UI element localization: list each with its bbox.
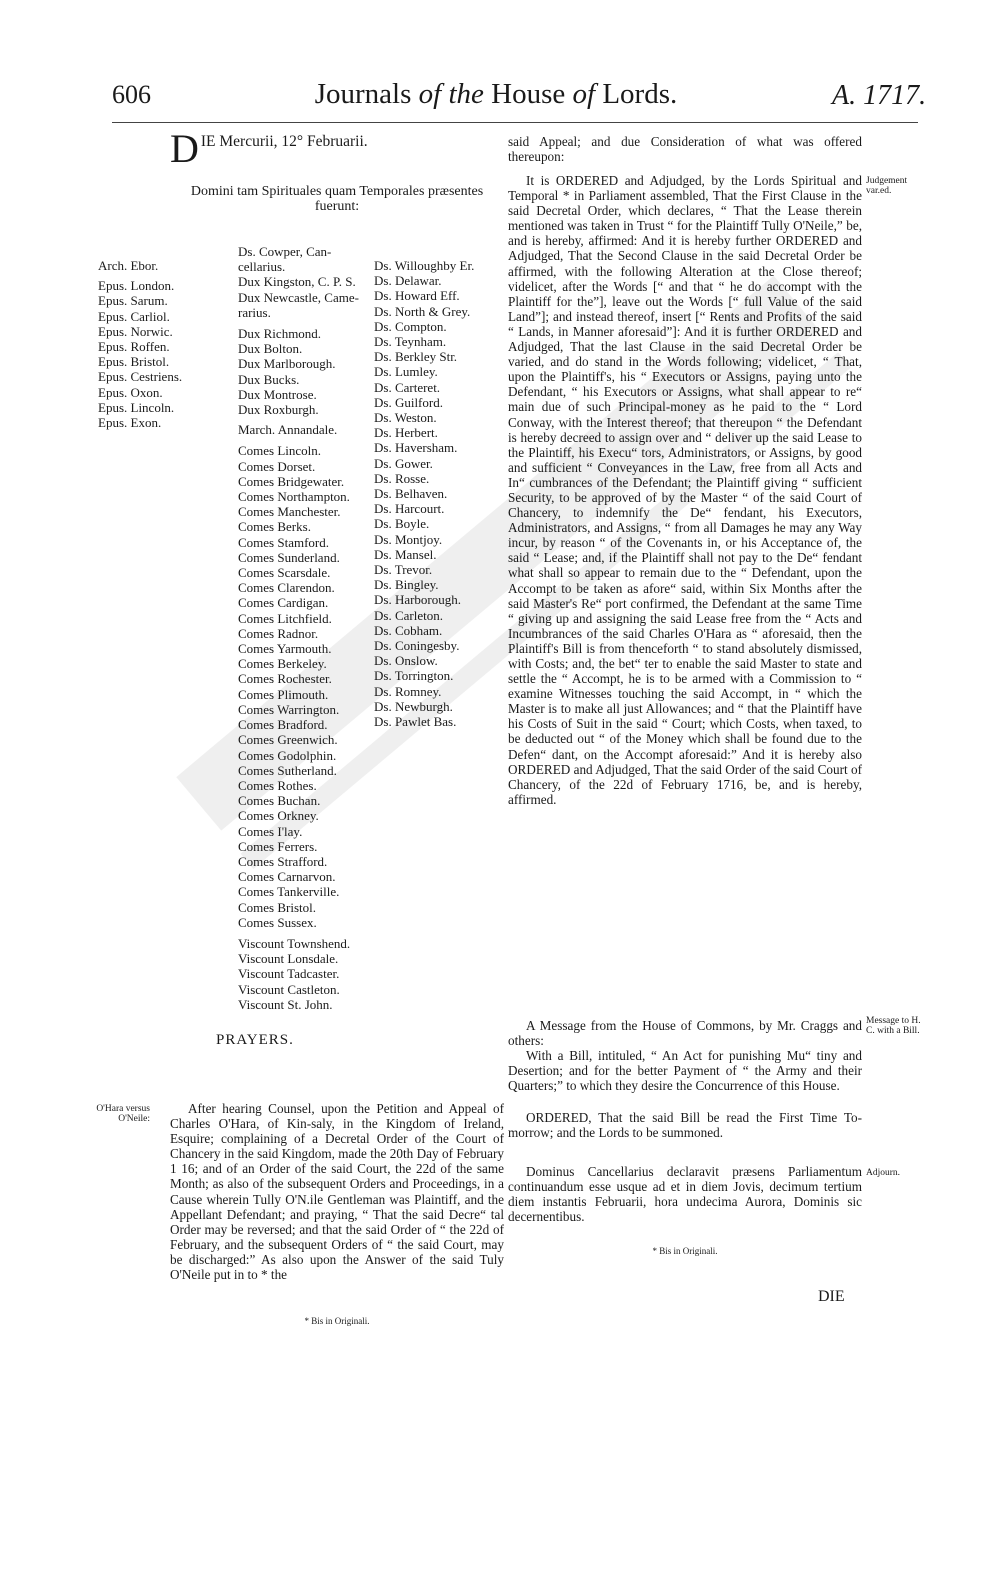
duke-entry: Dux Bucks. [238, 371, 300, 387]
earl-entry: Comes Buchan. [238, 793, 321, 809]
baron-entry: Ds. Berkley Str. [374, 349, 458, 365]
baron-entry: Ds. North & Grey. [374, 303, 471, 319]
bishop-entry: Epus. Cestriens. [98, 369, 183, 385]
earl-entry: Comes Manchester. [238, 504, 341, 520]
judgement-paragraph: It is ORDERED and Adjudged, by the Lords Spiritual and Temporal * in Parliament assembled, That the First Clause in the said Decretal Order, which declares, “ That the Lease therein mentioned was taken in Trust “ for the Plaintiff Tully O'Neile,” be, and is hereby, affirmed: And it is hereby further ORDERED and Adjudged, That the Second Clause in the said Decretal Order be affirmed, with the following Alteration at the Close thereof; videlicet, after the Words [“ and that “ he do accompt with the Plaintiff for the”], leave out the Words [“ full Value of the said Land”]; and instead thereof, insert [“ Rents and Profits of the said “ Lands, in Manner aforesaid”]: And it is further ORDERED and Adjudged, That the last Clause in the said Decretal Order be varied, and do stand in the Words following; videlicet, “ That, upon the Plaintiff's, his “ Executors or Assigns, paying unto the Defendant, “ his Executors or Assigns, what shall appear to re“ main due of such Principal-money as he paid to the “ Lord Conway, with the Interest thereof; that thereupon “ the Defendant is hereby decreed to assign over and “ deliver up the said Lease to the Plaintiff, his Execu“ tors, Administrators, or Assigns, by good and sufficient “ Conveyances in the Law, free from all Acts and In“ cumbrances of the Defendant; the Plaintiff giving “ sufficient Security, to be approved of by the Master “ of the said Court of Chancery, to indemnify the De“ fendant, his Executors, Administrators, and Assigns, “ from all Damages he may any Way incur, by reason “ of the Covenants in, or his Acceptance of, the said “ Lease; and, if the Plaintiff shall not pay to the De“ fendant what shall so appear to remain due to the “ Defendant, upon the Accompt to be taken as afore“ said, within Six Months after the said Master's Re“ port confirmed, the Defendant at the same Time “ giving up and assigning the said Lease free from the “ Acts and Incumbrances of the said Charles O'Hara as “ aforesaid, then the Plaintiff's Bill is from thenceforth “ to stand absolutely dismissed, with Costs; and, the bet“ ter to enable the said Master to state and settle the “ Accompt, he is to be armed with a Commission to “ examine Witnesses touching the said Accompt, in “ which the Master is to make all just Allowances; and “ that the Plaintiff have his Costs of Suit in the said “ Court; which Costs, when taxed, to be deducted out “ of the Money which shall be found due to the Defen“ dant, on the Accompt aforesaid:” And it is hereby also ORDERED and Adjudged, That the said Order of the said Court of Chancery, of the 22d of February 1716, be, and is hereby, affirmed. [508, 173, 862, 807]
barons-list [374, 258, 504, 729]
baron-entry: Ds. Guilford. [374, 394, 443, 410]
earl-entry: Comes Dorset. [238, 458, 316, 474]
earl-entry: Comes Plimouth. [238, 686, 329, 702]
marquis: March. Annandale. [238, 422, 338, 438]
bishop-entry: Epus. Lincoln. [98, 399, 175, 415]
earl-entry: Comes Greenwich. [238, 732, 338, 748]
earl-entry: Comes Sutherland. [238, 762, 337, 778]
bill-paragraph: With a Bill, intituled, “ An Act for punishing Mu“ tiny and Desertion; and for the better Payment of “ the Army and their Quarters;” to which they desire the Concurrence of this House. [508, 1048, 862, 1094]
day-heading: D IE Mercurii, 12° Februarii. [170, 126, 368, 171]
baron-entry: Ds. Bingley. [374, 577, 439, 593]
bishop-entry: Arch. Ebor. [98, 258, 159, 273]
running-head: Journals of the House of Lords. [314, 78, 678, 110]
baron-entry: Ds. Gower. [374, 455, 433, 471]
earl-entry: Comes Litchfield. [238, 610, 332, 626]
bishops-list [98, 258, 183, 431]
earl-entry: Comes Godolphin. [238, 747, 337, 763]
earl-entry: Comes I'lay. [238, 823, 303, 839]
earl-entry: Comes Strafford. [238, 853, 328, 869]
viscount-entry: Viscount Townshend. [238, 935, 351, 951]
earl-entry: Comes Orkney. [238, 808, 319, 824]
earl-entry: Comes Rothes. [238, 777, 317, 793]
earl-entry: Comes Ferrers. [238, 838, 318, 854]
earl-entry: Comes Tankerville. [238, 884, 340, 900]
baron-entry: Ds. Compton. [374, 318, 447, 334]
bishop-entry: Epus. London. [98, 278, 175, 294]
baron-entry: Ds. Torrington. [374, 668, 454, 684]
duke-entry: Dux Roxburgh. [238, 402, 319, 418]
earl-entry: Comes Cardigan. [238, 595, 329, 611]
header-rule [112, 122, 918, 123]
baron-entry: Ds. Boyle. [374, 516, 430, 532]
right-footnote: * Bis in Originali. [652, 1246, 718, 1256]
baron-entry: Ds. Belhaven. [374, 486, 448, 502]
bishop-entry: Epus. Norwic. [98, 323, 173, 339]
officer-entry: Dux Newcastle, Came- [238, 289, 359, 305]
baron-entry: Ds. Teynham. [374, 334, 447, 350]
earl-entry: Comes Carnarvon. [238, 869, 336, 885]
baron-entry: Ds. Harcourt. [374, 501, 445, 517]
earl-entry: Comes Sunderland. [238, 549, 340, 565]
baron-entry: Ds. Onslow. [374, 653, 438, 669]
drop-cap: D [170, 126, 199, 171]
baron-entry: Ds. Carleton. [374, 607, 443, 623]
earl-entry: Comes Warrington. [238, 701, 340, 717]
baron-entry: Ds. Howard Eff. [374, 288, 460, 304]
baron-entry: Ds. Romney. [374, 683, 442, 699]
baron-entry: Ds. Carteret. [374, 379, 441, 395]
earl-entry: Comes Berkeley. [238, 656, 327, 672]
appeal-continuation: said Appeal; and due Consideration of what was offered thereupon: [508, 134, 862, 165]
earl-entry: Comes Berks. [238, 519, 311, 535]
bishop-entry: Epus. Roffen. [98, 339, 170, 355]
earl-entry: Comes Stamford. [238, 534, 329, 550]
baron-entry: Ds. Haversham. [374, 440, 458, 456]
baron-entry: Ds. Newburgh. [374, 698, 453, 714]
baron-entry: Ds. Pawlet Bas. [374, 714, 457, 730]
earl-entry: Comes Scarsdale. [238, 565, 331, 581]
bishop-entry: Epus. Bristol. [98, 354, 170, 370]
baron-entry: Ds. Weston. [374, 410, 437, 426]
baron-entry: Ds. Trevor. [374, 562, 433, 578]
officer-entry: cellarius. [238, 259, 286, 275]
message-paragraph: A Message from the House of Commons, by Mr. Craggs and others: [508, 1018, 862, 1049]
duke-entry: Dux Bolton. [238, 341, 303, 357]
baron-entry: Ds. Lumley. [374, 364, 438, 380]
page-number: 606 [112, 80, 151, 109]
margin-note-judgement: Judgement var.ed. [866, 176, 908, 196]
officer-entry: Dux Kingston, C. P. S. [238, 274, 356, 290]
lords-temporal-list [238, 244, 378, 1012]
earl-entry: Comes Yarmouth. [238, 641, 332, 657]
officer-entry: Ds. Cowper, Can- [238, 244, 332, 259]
earl-entry: Comes Northampton. [238, 489, 350, 505]
left-footnote: * Bis in Originali. [304, 1316, 370, 1326]
earl-entry: Comes Clarendon. [238, 580, 335, 596]
year-label: A. 1717. [832, 80, 927, 111]
viscount-entry: Viscount Lonsdale. [238, 951, 339, 967]
baron-entry: Ds. Montjoy. [374, 531, 443, 547]
bishop-entry: Epus. Exon. [98, 415, 162, 431]
baron-entry: Ds. Harborough. [374, 592, 462, 608]
viscount-entry: Viscount Tadcaster. [238, 966, 340, 982]
baron-entry: Ds. Willoughby Er. [374, 258, 475, 273]
viscount-entry: Viscount Castleton. [238, 981, 340, 997]
left-column-head [170, 126, 504, 214]
case-paragraph: After hearing Counsel, upon the Petition and Appeal of Charles O'Hara, of Kin-saly, in the Kingdom of Ireland, Esquire; complaining of a Decretal Order of the Court of Chancery in the said Kingdom, made the 20th Day of February 1 16; and of an Order of the said Court, the 22d of the same Month; as also of the subsequent Orders and Proceedings, in a Cause wherein Tully O'N.ile Gentleman was Plaintiff, and the Appellant Defendant; and praying, “ That the said Decre“ tal Order may be reversed; and that the said Order of “ the 22d of February, and the subsequent Orders of “ the said Court, may be discharged:” As also upon the Answer of the said Tuly O'Neile put in to * the [170, 1101, 504, 1283]
earl-entry: Comes Bristol. [238, 899, 317, 915]
ordered-paragraph: ORDERED, That the said Bill be read the First Time To-morrow; and the Lords to be summoned. [508, 1110, 862, 1141]
baron-entry: Ds. Herbert. [374, 425, 438, 441]
present-heading: Domini tam Spirituales quam Temporales præsentes fuerunt: [190, 184, 484, 214]
bishop-entry: Epus. Carliol. [98, 308, 170, 324]
catchword: DIE [818, 1288, 845, 1305]
earl-entry: Comes Bridgewater. [238, 473, 345, 489]
margin-note-case: O'Hara versus O'Neile: [96, 1104, 150, 1124]
margin-note-message: Message to H. C. with a Bill. [866, 1016, 921, 1036]
baron-entry: Ds. Coningesby. [374, 638, 460, 654]
bishop-entry: Epus. Sarum. [98, 293, 168, 309]
earl-entry: Comes Rochester. [238, 671, 332, 687]
earl-entry: Comes Bradford. [238, 717, 328, 733]
officer-entry: rarius. [238, 304, 271, 320]
baron-entry: Ds. Mansel. [374, 546, 437, 562]
duke-entry: Dux Richmond. [238, 326, 322, 342]
prayers-heading: PRAYERS. [216, 1032, 294, 1048]
viscount-entry: Viscount St. John. [238, 996, 333, 1012]
duke-entry: Dux Marlborough. [238, 356, 336, 372]
baron-entry: Ds. Cobham. [374, 622, 443, 638]
baron-entry: Ds. Rosse. [374, 470, 430, 486]
baron-entry: Ds. Delawar. [374, 273, 442, 289]
margin-note-adjourn: Adjourn. [866, 1168, 901, 1178]
earl-entry: Comes Radnor. [238, 625, 319, 641]
duke-entry: Dux Montrose. [238, 386, 317, 402]
bishop-entry: Epus. Oxon. [98, 384, 163, 400]
earl-entry: Comes Sussex. [238, 914, 317, 930]
earl-entry: Comes Lincoln. [238, 443, 322, 459]
adjourn-paragraph: Dominus Cancellarius declaravit præsens Parliamentum continuandum esse usque ad et in diem Jovis, decimum tertium diem instantis Februarii, hora undecima Aurora, Dominis sic decernentibus. [508, 1164, 862, 1225]
